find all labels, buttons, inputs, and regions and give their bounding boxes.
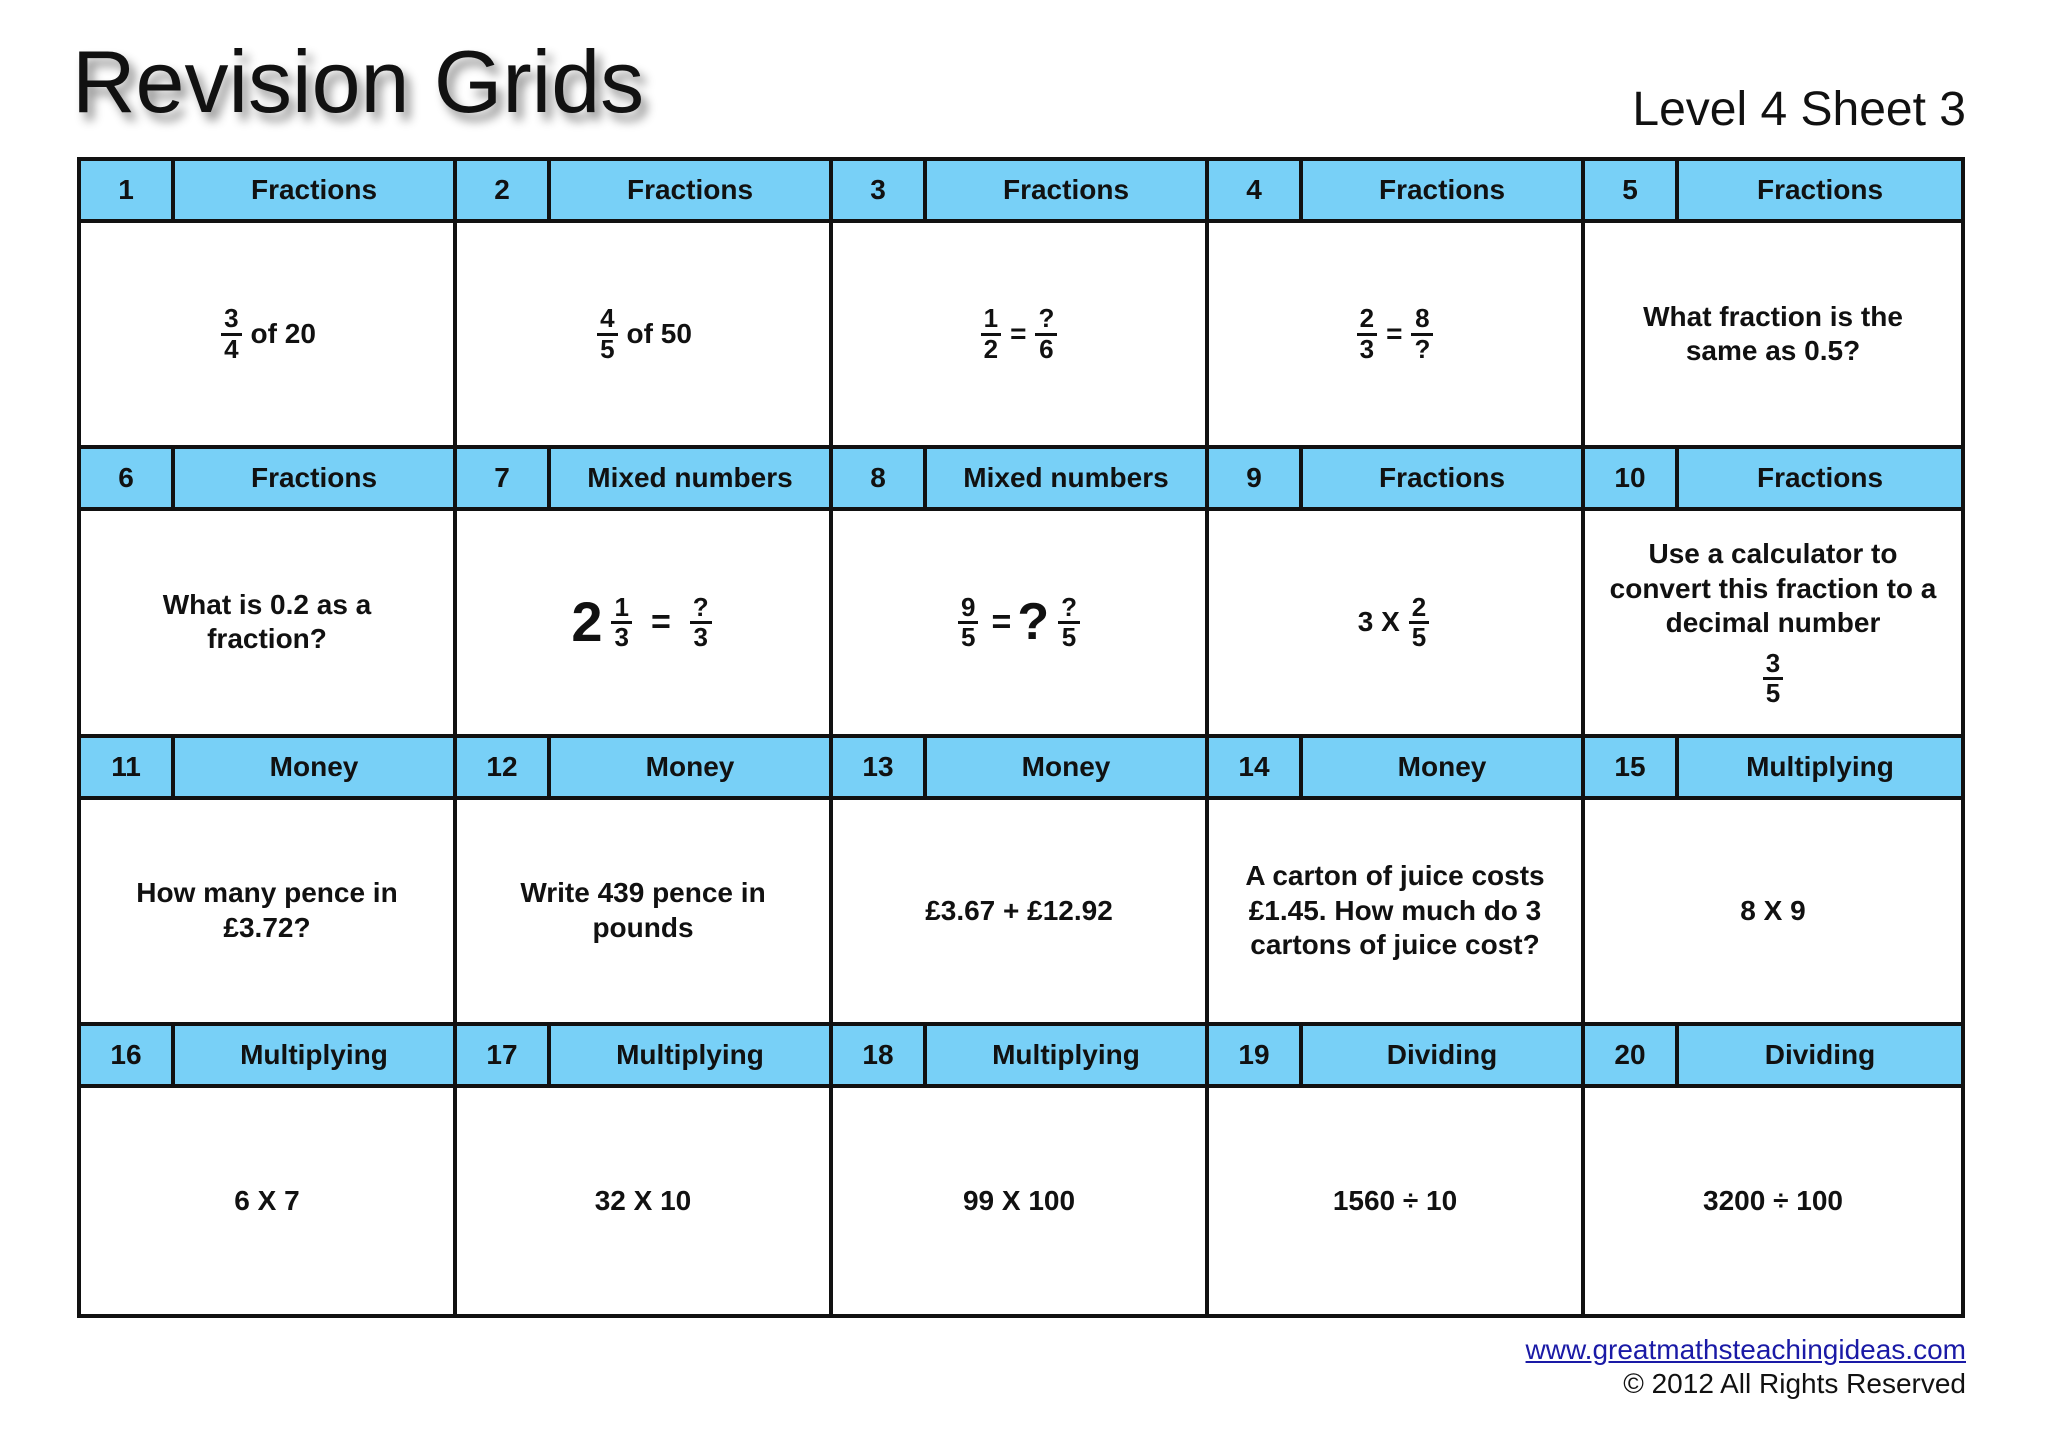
question-topic: Fractions	[626, 174, 754, 205]
grid-cell-13	[833, 738, 1209, 1026]
fraction-numerator: 8	[1415, 303, 1430, 334]
cell-header	[833, 161, 1205, 223]
question-topic: Fractions	[1002, 174, 1130, 205]
fraction-numerator: 2	[1359, 303, 1375, 334]
fraction-denominator: 6	[1039, 333, 1054, 364]
fraction-equation	[1354, 305, 1437, 363]
grid-cell-11	[81, 738, 457, 1026]
fraction	[1409, 591, 1429, 652]
question-text: of 20	[250, 318, 316, 350]
cell-header	[1209, 1026, 1581, 1088]
fraction-numerator: 3	[1765, 647, 1781, 678]
question-body	[457, 223, 829, 445]
fraction-denominator: ?	[1414, 333, 1431, 364]
fraction-left	[1357, 305, 1377, 363]
question-body	[1209, 800, 1581, 1022]
fraction-denominator: 3	[1359, 333, 1375, 364]
fraction-left	[981, 305, 1001, 363]
mixed-number-equation	[571, 588, 714, 656]
grid-cell-8	[833, 449, 1209, 737]
question-topic: Multiplying	[616, 1038, 764, 1070]
fraction-denominator: 4	[224, 333, 239, 364]
cell-header	[833, 449, 1205, 511]
question-number: 14	[1209, 738, 1303, 796]
question-topic: Multiplying	[240, 1038, 388, 1070]
whole-number: ?	[1017, 592, 1050, 651]
fraction-numerator: ?	[692, 591, 709, 622]
fraction-numerator: 1	[614, 591, 629, 622]
question-topic: Multiplying	[992, 1038, 1140, 1070]
question-body	[457, 800, 829, 1022]
cell-header	[833, 738, 1205, 800]
question-text: A carton of juice costs £1.45. How much do 3 cartons of juice cost?	[1245, 860, 1545, 960]
grid-cell-6	[81, 449, 457, 737]
question-number: 1	[81, 161, 175, 219]
fraction-denominator: 5	[1061, 621, 1077, 652]
question-number: 19	[1209, 1026, 1303, 1084]
question-topic: Money	[1021, 750, 1111, 782]
question-number: 18	[833, 1026, 927, 1084]
question-topic: Multiplying	[1746, 750, 1894, 782]
question-text: 3200 ÷ 100	[1703, 1184, 1843, 1216]
question-number: 2	[457, 161, 551, 219]
question-number: 5	[1585, 161, 1679, 219]
fraction-denominator: 5	[1765, 678, 1781, 709]
question-body	[457, 511, 829, 733]
question-topic: Money	[1397, 750, 1487, 782]
grid-cell-7	[457, 449, 833, 737]
fraction-numerator: 9	[961, 591, 976, 622]
question-topic: Dividing	[1764, 1038, 1876, 1070]
question-topic: Fractions	[250, 462, 378, 494]
equals-sign: =	[1386, 318, 1403, 350]
question-body	[833, 511, 1205, 733]
question-text: of 50	[626, 318, 692, 350]
question-topic: Fractions	[1378, 174, 1506, 205]
cell-header	[457, 161, 829, 223]
page-title: Revision Grids	[72, 32, 645, 131]
cell-header	[457, 449, 829, 511]
question-body	[833, 800, 1205, 1022]
question-text: What is 0.2 as a fraction?	[162, 589, 372, 655]
question-number: 9	[1209, 449, 1303, 507]
question-topic: Fractions	[1378, 462, 1506, 494]
grid-cell-17	[457, 1026, 833, 1314]
question-number: 15	[1585, 738, 1679, 796]
grid-cell-16	[81, 1026, 457, 1314]
question-topic: Mixed numbers	[963, 462, 1169, 494]
fraction	[221, 305, 241, 363]
question-text: 3 X	[1357, 606, 1400, 638]
sheet-label: Level 4 Sheet 3	[1632, 83, 1966, 136]
question-text: 32 X 10	[594, 1184, 692, 1216]
question-text: What fraction is the same as 0.5?	[1643, 300, 1903, 367]
fraction-left	[611, 591, 631, 652]
grid-cell-9	[1209, 449, 1585, 737]
revision-grid	[77, 157, 1965, 1318]
fraction-denominator: 5	[961, 621, 976, 652]
question-topic: Dividing	[1386, 1038, 1498, 1070]
question-topic: Money	[645, 750, 735, 782]
grid-cell-3	[833, 161, 1209, 449]
cell-header	[833, 1026, 1205, 1088]
grid-cell-4	[1209, 161, 1585, 449]
question-body	[81, 1088, 453, 1314]
question-text: Write 439 pence in pounds	[520, 877, 766, 943]
fraction-expression	[1357, 591, 1433, 652]
grid-cell-20	[1585, 1026, 1961, 1314]
question-text: £3.67 + £12.92	[925, 894, 1113, 926]
question-topic: Fractions	[1756, 174, 1884, 205]
question-body	[1585, 800, 1961, 1022]
grid-cell-2	[457, 161, 833, 449]
grid-cell-15	[1585, 738, 1961, 1026]
question-number: 8	[833, 449, 927, 507]
equals-sign: =	[1010, 318, 1027, 350]
question-body	[457, 1088, 829, 1314]
fraction-equation	[978, 305, 1061, 363]
cell-header	[457, 738, 829, 800]
website-link[interactable]: www.greatmathsteachingideas.com	[1525, 1334, 1966, 1365]
grid-cell-14	[1209, 738, 1585, 1026]
fraction	[1763, 647, 1783, 709]
question-number: 17	[457, 1026, 551, 1084]
question-topic: Mixed numbers	[587, 462, 793, 494]
question-body	[1209, 511, 1581, 733]
question-body	[1585, 1088, 1961, 1314]
fraction-right	[1058, 591, 1080, 652]
question-body	[81, 511, 453, 733]
question-text: 6 X 7	[234, 1184, 300, 1216]
question-number: 10	[1585, 449, 1679, 507]
question-body	[1585, 511, 1961, 733]
cell-header	[1209, 161, 1581, 223]
whole-number: 2	[571, 590, 603, 654]
grid-cell-10	[1585, 449, 1961, 737]
fraction-numerator: 4	[600, 303, 615, 334]
fraction-expression	[218, 305, 316, 363]
fraction-numerator: 2	[1411, 591, 1427, 622]
grid-cell-12	[457, 738, 833, 1026]
question-topic: Fractions	[250, 174, 378, 205]
fraction-left	[958, 591, 978, 652]
question-body	[81, 223, 453, 445]
question-number: 13	[833, 738, 927, 796]
fraction-denominator: 5	[600, 333, 615, 364]
question-number: 20	[1585, 1026, 1679, 1084]
cell-header	[81, 738, 453, 800]
fraction-denominator: 5	[1411, 621, 1427, 652]
question-stack	[1601, 537, 1945, 707]
fraction-numerator: ?	[1038, 303, 1055, 334]
cell-header	[81, 161, 453, 223]
mixed-number-equation	[955, 591, 1083, 654]
cell-header	[457, 1026, 829, 1088]
question-number: 4	[1209, 161, 1303, 219]
cell-header	[1585, 738, 1961, 800]
fraction-denominator: 3	[693, 621, 708, 652]
question-text: 8 X 9	[1740, 894, 1806, 926]
question-number: 7	[457, 449, 551, 507]
fraction-right	[1035, 305, 1057, 363]
cell-header	[1585, 449, 1961, 511]
question-number: 11	[81, 738, 175, 796]
question-number: 12	[457, 738, 551, 796]
question-body	[1585, 223, 1961, 445]
cell-header	[1585, 161, 1961, 223]
grid-cell-5	[1585, 161, 1961, 449]
cell-header	[81, 1026, 453, 1088]
grid-cell-18	[833, 1026, 1209, 1314]
cell-header	[1585, 1026, 1961, 1088]
question-topic: Fractions	[1756, 462, 1884, 494]
question-number: 16	[81, 1026, 175, 1084]
fraction-right	[690, 591, 712, 652]
question-text: How many pence in £3.72?	[136, 877, 398, 943]
fraction-right	[1411, 305, 1433, 363]
cell-header	[1209, 738, 1581, 800]
question-text: 1560 ÷ 10	[1332, 1184, 1458, 1216]
equals-sign: =	[650, 602, 671, 641]
question-body	[833, 223, 1205, 445]
question-body	[1209, 1088, 1581, 1314]
fraction-expression	[594, 305, 692, 363]
grid-cell-19	[1209, 1026, 1585, 1314]
grid-cell-1	[81, 161, 457, 449]
question-body	[1209, 223, 1581, 445]
fraction-numerator: 3	[224, 303, 239, 334]
fraction-numerator: ?	[1061, 591, 1077, 622]
cell-header	[81, 449, 453, 511]
copyright-notice: © 2012 All Rights Reserved	[1623, 1368, 1966, 1399]
fraction-denominator: 2	[983, 333, 999, 364]
fraction	[597, 305, 617, 363]
equals-sign: =	[991, 602, 1012, 641]
question-text: Use a calculator to convert this fraction to a decimal number	[1609, 538, 1937, 638]
question-text: 99 X 100	[962, 1184, 1076, 1216]
question-body	[81, 800, 453, 1022]
fraction-denominator: 3	[614, 621, 629, 652]
fraction-numerator: 1	[983, 303, 999, 334]
question-topic: Money	[269, 750, 359, 782]
question-number: 6	[81, 449, 175, 507]
question-body	[833, 1088, 1205, 1314]
question-number: 3	[833, 161, 927, 219]
cell-header	[1209, 449, 1581, 511]
